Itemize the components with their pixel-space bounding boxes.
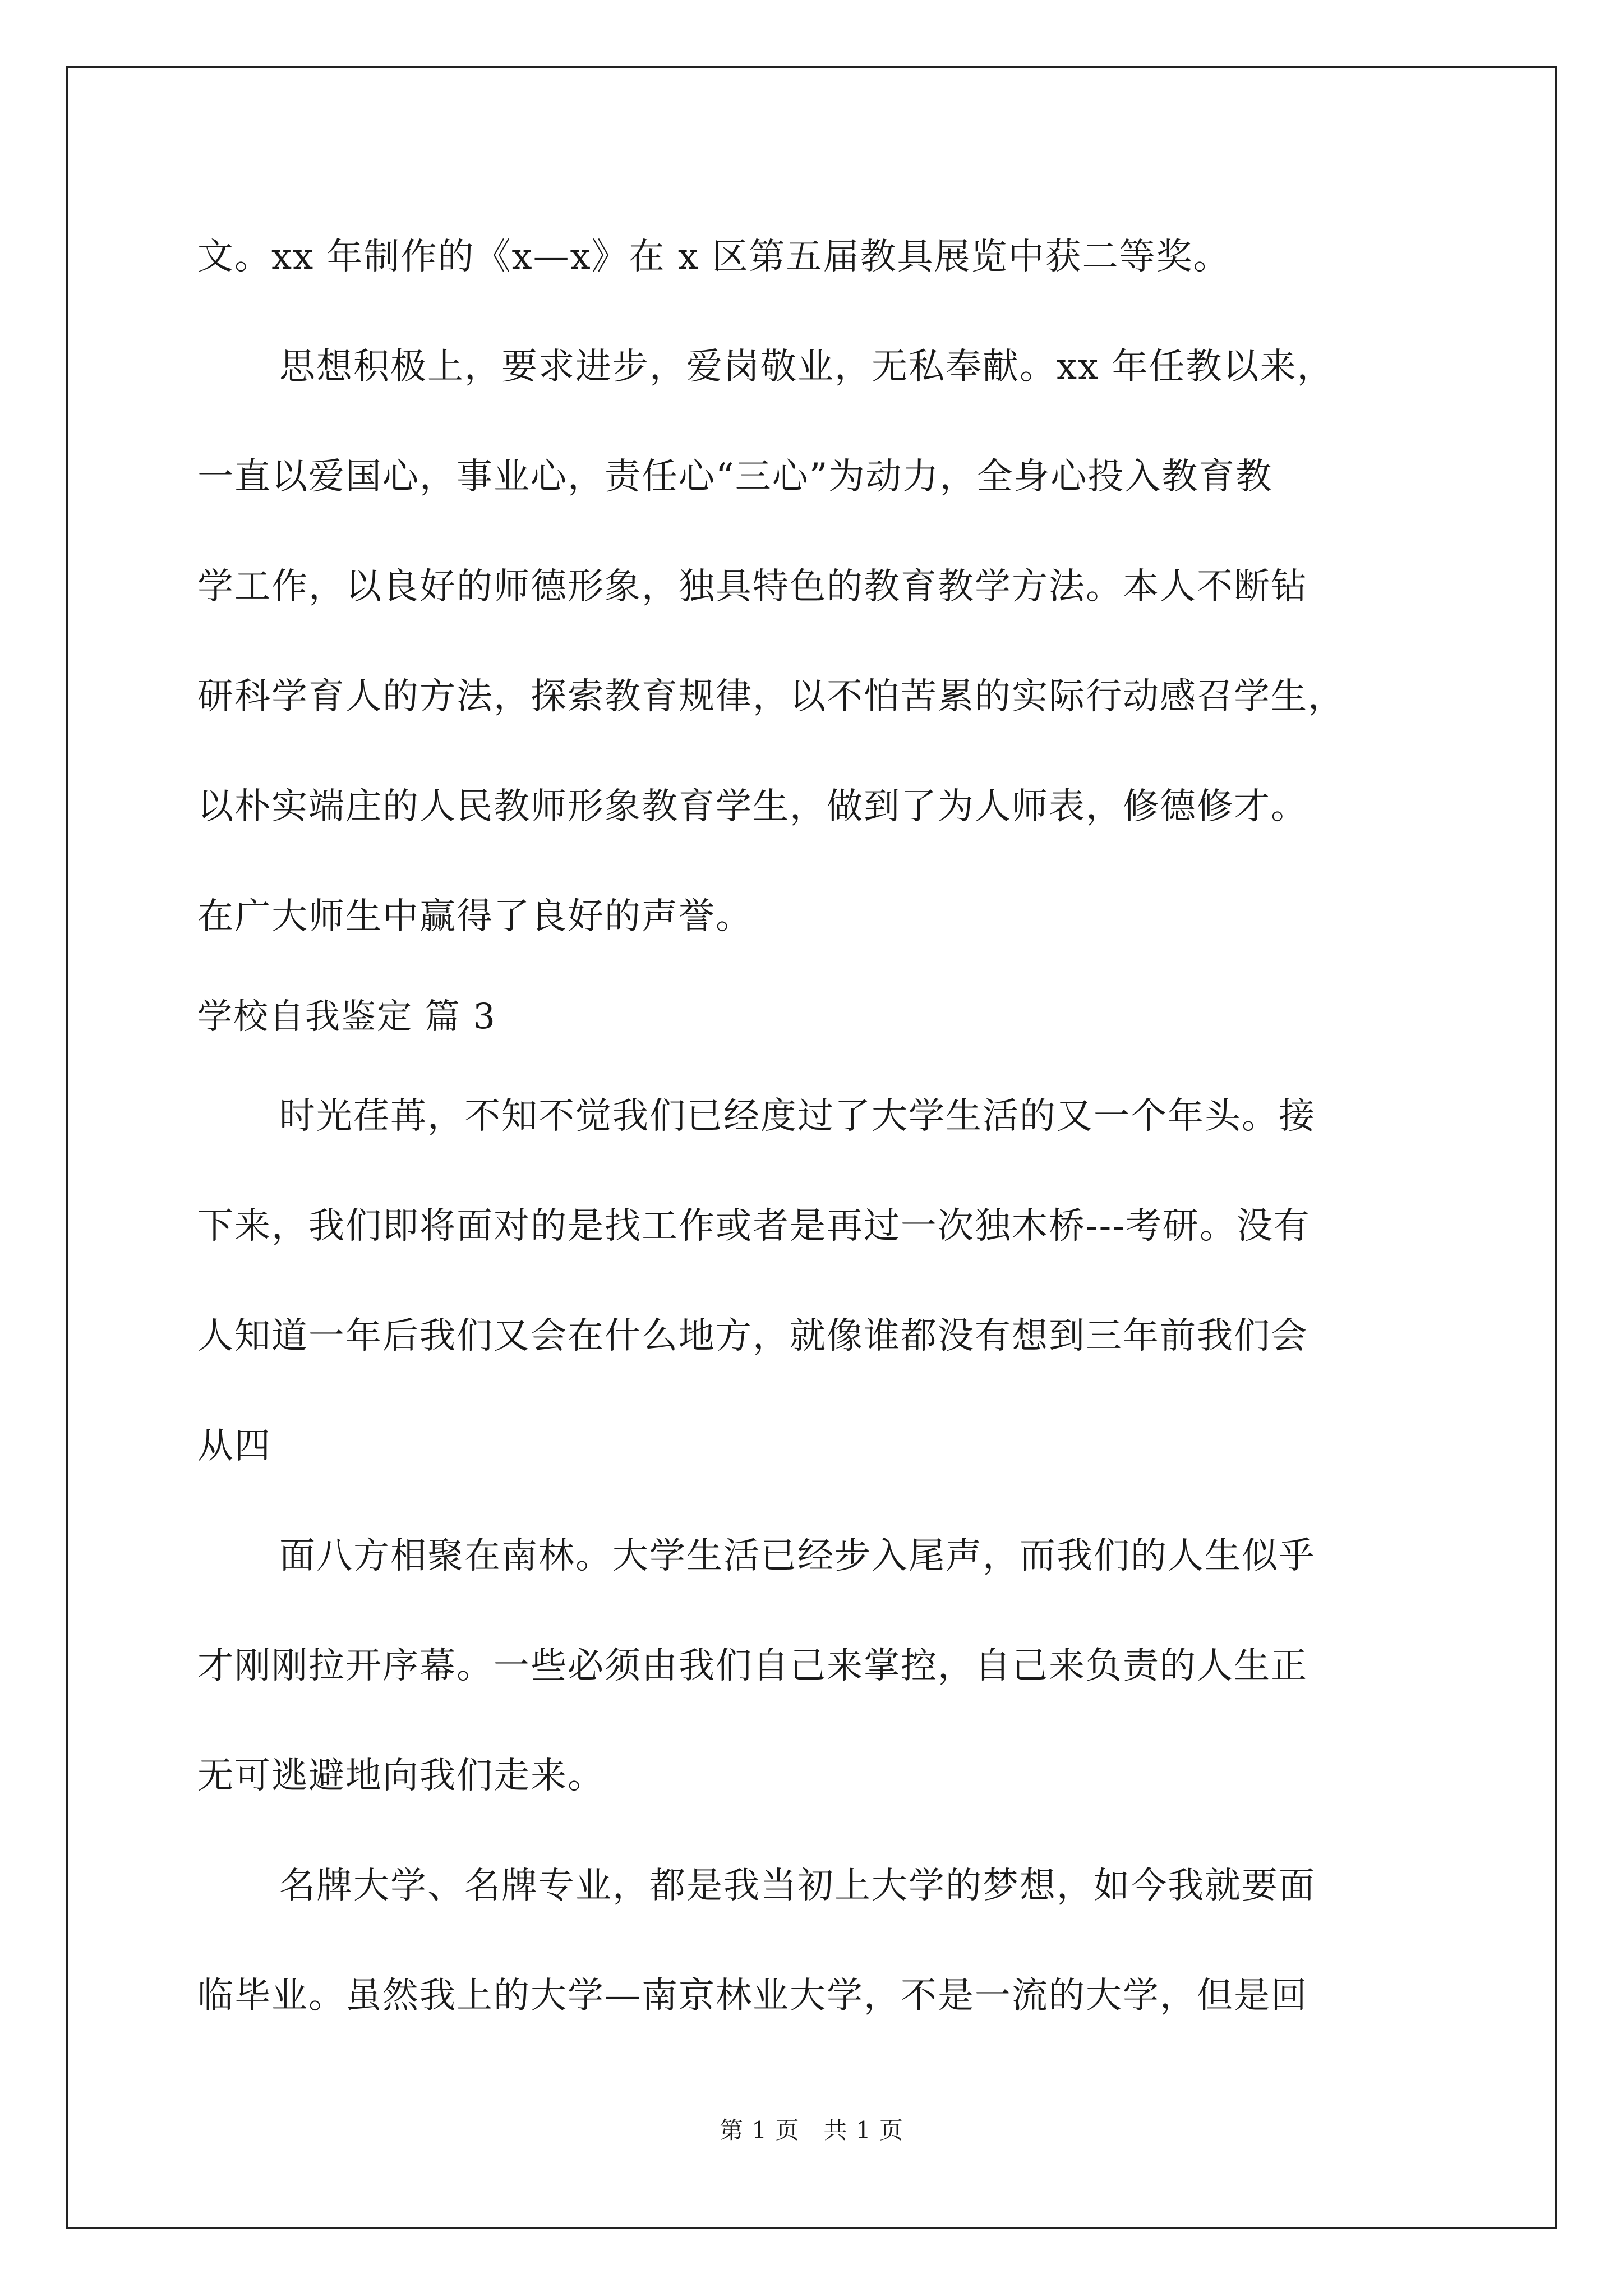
paragraph-line: 下来，我们即将面对的是找工作或者是再过一次独木桥---考研。没有 bbox=[197, 1205, 1311, 1247]
paragraph-line: 从四 bbox=[197, 1425, 271, 1467]
paragraph-line: 一直以爱国心，事业心，责任心“三心”为动力，全身心投入教育教 bbox=[197, 456, 1273, 498]
paragraph-line: 文。xx 年制作的《x—x》在 x 区第五届教具展览中获二等奖。 bbox=[197, 236, 1230, 278]
paragraph-line: 无可逃避地向我们走来。 bbox=[197, 1755, 605, 1797]
paragraph-line: 学工作，以良好的师德形象，独具特色的教育教学方法。本人不断钻 bbox=[197, 566, 1308, 608]
paragraph-line: 人知道一年后我们又会在什么地方，就像谁都没有想到三年前我们会 bbox=[197, 1315, 1308, 1357]
paragraph-line: 在广大师生中赢得了良好的声誉。 bbox=[197, 896, 753, 937]
page-footer: 第 1 页 共 1 页 bbox=[720, 2116, 903, 2144]
paragraph-line: 才刚刚拉开序幕。一些必须由我们自己来掌控，自己来负责的人生正 bbox=[197, 1645, 1308, 1687]
paragraph-line: 研科学育人的方法，探索教育规律，以不怕苦累的实际行动感召学生， bbox=[197, 676, 1345, 717]
paragraph-line: 面八方相聚在南林。大学生活已经步入尾声，而我们的人生似乎 bbox=[279, 1535, 1316, 1577]
paragraph-line: 时光荏苒，不知不觉我们已经度过了大学生活的又一个年头。接 bbox=[279, 1096, 1316, 1137]
paragraph-line: 以朴实端庄的人民教师形象教育学生，做到了为人师表，修德修才。 bbox=[197, 786, 1308, 827]
section-heading: 学校自我鉴定 篇 3 bbox=[197, 996, 496, 1037]
paragraph-line: 临毕业。虽然我上的大学—南京林业大学，不是一流的大学，但是回 bbox=[197, 1975, 1308, 2017]
paragraph-line: 名牌大学、名牌专业，都是我当初上大学的梦想，如今我就要面 bbox=[279, 1865, 1316, 1907]
document-body bbox=[197, 202, 1431, 2051]
paragraph-line: 思想积极上，要求进步，爱岗敬业，无私奉献。xx 年任教以来， bbox=[279, 346, 1334, 388]
